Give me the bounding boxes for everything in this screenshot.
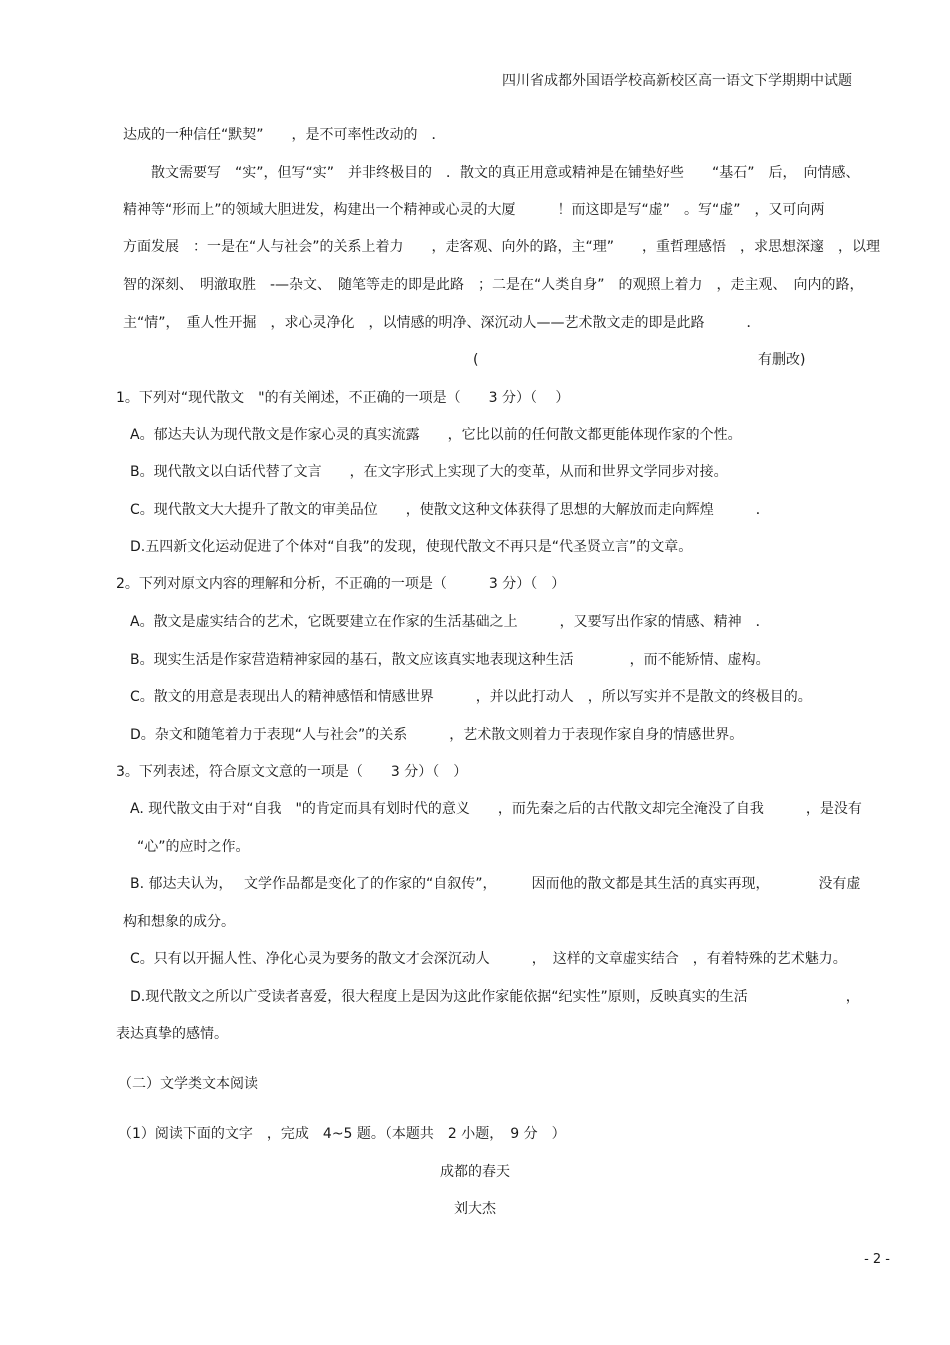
question-1-option-c: C。现代散文大大提升了散文的审美品位 ，使散文这种文体获得了思想的大解放而走向辉煌 ． xyxy=(130,502,770,518)
essay-title: 成都的春天 xyxy=(440,1164,510,1180)
source-note-open: ( xyxy=(473,352,479,368)
question-3-option-b: B. 郁达夫认为， 文学作品都是变化了的作家的“自叙传”， 因而他的散文都是其生活的真实再现， 没有虚 xyxy=(130,876,861,892)
question-1-option-a: A。郁达夫认为现代散文是作家心灵的真实流露 ，它比以前的任何散文都更能体现作家的个性。 xyxy=(130,427,742,443)
question-3-option-d: D.现代散文之所以广受读者喜爱，很大程度上是因为这此作家能依据“纪实性”原则，反映真实的生活 ， xyxy=(130,989,860,1005)
question-2-option-d: D。杂文和随笔着力于表现“人与社会”的关系 ，艺术散文则着力于表现作家自身的情感世界。 xyxy=(130,727,744,743)
page-header: 四川省成都外国语学校高新校区高一语文下学期期中试题 xyxy=(502,73,852,89)
page-number: - 2 - xyxy=(864,1252,890,1267)
question-2-stem: 2。下列对原文内容的理解和分析，不正确的一项是（ 3 分）（ ） xyxy=(116,576,566,592)
question-2-option-c: C。散文的用意是表现出人的精神感悟和情感世界 ，并以此打动人 ，所以写实并不是散文的终极目的。 xyxy=(130,689,812,705)
passage-line: 散文需要写 “实”，但写“实” 并非终极目的 ．散文的真正用意或精神是在铺垫好些 “基石” 后， 向情感、 xyxy=(123,165,860,181)
reading-instruction: （1）阅读下面的文字 ，完成 4~5 题。（本题共 2 小题， 9 分 ） xyxy=(118,1126,566,1142)
question-3-option-c: C。只有以开掘人性、净化心灵为要务的散文才会深沉动人 ， 这样的文章虚实结合 ，有着特殊的艺术魅力。 xyxy=(130,951,847,967)
question-3-stem: 3。下列表述，符合原文文意的一项是（ 3 分）（ ） xyxy=(116,764,468,780)
question-3-option-d-cont: 表达真挚的感情。 xyxy=(116,1026,228,1042)
question-3-option-b-cont: 构和想象的成分。 xyxy=(123,914,235,930)
passage-line: 智的深刻、 明澈取胜 -—杂文、 随笔等走的即是此路 ；二是在“人类自身” 的观照上着力 ，走主观、 向内的路， xyxy=(123,277,864,293)
source-note: 有删改) xyxy=(758,352,806,368)
passage-line: 精神等“形而上”的领域大胆进发，构建出一个精神或心灵的大厦 ！而这即是写“虚” 。写“虚” ，又可向两 xyxy=(123,202,825,218)
passage-line: 主“情”， 重人性开掘 ，求心灵净化 ，以情感的明净、深沉动人——艺术散文走的即是此路 ． xyxy=(123,315,761,331)
passage-line: 达成的一种信任“默契” ，是不可率性改动的 ． xyxy=(123,127,446,143)
question-1-option-d: D.五四新文化运动促进了个体对“自我”的发现，使现代散文不再只是“代圣贤立言”的文章。 xyxy=(130,539,693,555)
question-1-stem: 1。下列对“现代散文 "的有关阐述，不正确的一项是（ 3 分）（ ） xyxy=(116,390,570,406)
essay-author: 刘大杰 xyxy=(454,1201,496,1217)
question-3-option-a: A. 现代散文由于对“自我 "的肯定而具有划时代的意义 ，而先秦之后的古代散文却完全淹没了自我 ，是没有 xyxy=(130,801,862,817)
question-3-option-a-cont: “心”的应时之作。 xyxy=(123,839,250,855)
question-1-option-b: B。现代散文以白话代替了文言 ，在文字形式上实现了大的变革，从而和世界文学同步对接。 xyxy=(130,464,728,480)
passage-line: 方面发展 ：一是在“人与社会”的关系上着力 ，走客观、向外的路，主“理” ，重哲理感悟 ，求思想深邃 ，以理 xyxy=(123,239,881,255)
question-2-option-a: A。散文是虚实结合的艺术，它既要建立在作家的生活基础之上 ，又要写出作家的情感、精神 ． xyxy=(130,614,770,630)
section-title: （二）文学类文本阅读 xyxy=(118,1076,258,1092)
question-2-option-b: B。现实生活是作家营造精神家园的基石，散文应该真实地表现这种生活 ，而不能矫情、虚构。 xyxy=(130,652,770,668)
